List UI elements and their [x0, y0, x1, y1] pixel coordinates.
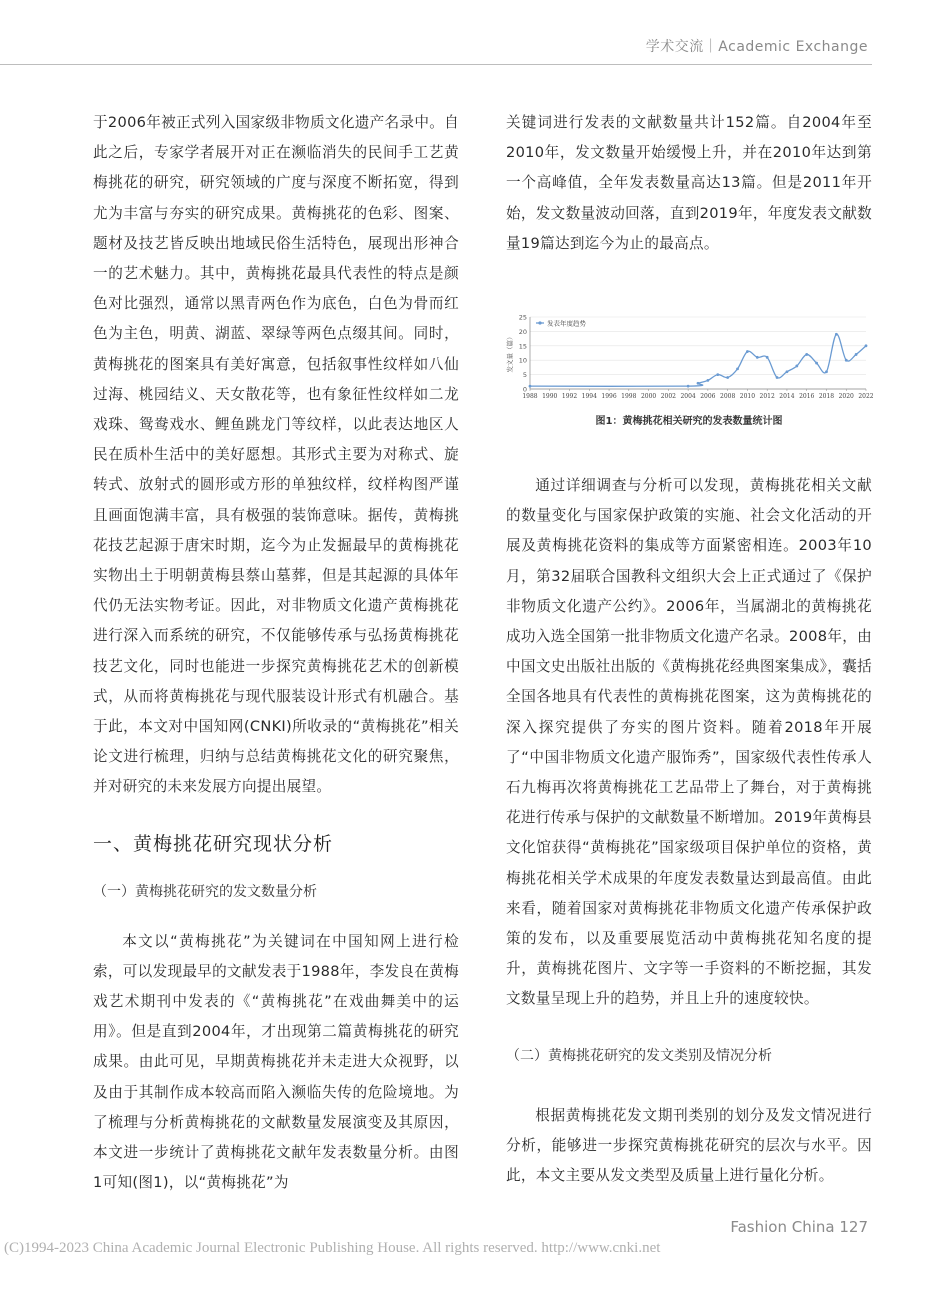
x-tick-label: 2010: [739, 393, 756, 401]
paragraph: 关键词进行发表的文献数量共计152篇。自2004年至2010年，发文数量开始缓慢上升，并在2010年达到第一个高峰值，全年发表数量高达13篇。但是2011年开始，发文数量波动回落，直到2019年，年度发表文献数量19篇达到迄今为止的最高点。: [506, 114, 873, 252]
x-tick-label: 2008: [720, 393, 736, 401]
data-point: [716, 373, 719, 376]
x-tick-label: 1992: [561, 393, 578, 401]
y-tick-label: 10: [518, 356, 527, 365]
line-chart: [506, 311, 872, 406]
data-point: [865, 344, 868, 347]
figure-1: [506, 311, 872, 427]
x-tick-label: 2020: [838, 393, 854, 401]
paragraph: 根据黄梅挑花发文期刊类别的划分及发文情况进行分析，能够进一步探究黄梅挑花研究的层次与水平。因此，本文主要从发文类型及质量上进行量化分析。: [506, 1106, 872, 1185]
x-tick-label: 1994: [581, 393, 597, 401]
legend-label: 发表年度趋势: [547, 319, 586, 328]
section-heading: 一、黄梅挑花研究现状分析: [93, 832, 334, 855]
page-number: Fashion China 127: [730, 1218, 868, 1236]
y-tick-label: 20: [518, 327, 527, 336]
figure-caption: 图1：黄梅挑花相关研究的发表数量统计图: [595, 416, 783, 428]
data-point: [697, 382, 700, 385]
page-header: [0, 0, 950, 66]
header-divider: [0, 64, 872, 65]
x-tick-label: 2012: [759, 393, 775, 401]
x-tick-label: 1988: [522, 393, 538, 401]
y-axis-label: 发文量（篇）: [506, 333, 514, 373]
data-point: [726, 376, 729, 379]
data-point: [687, 385, 690, 388]
legend-marker: [538, 321, 541, 324]
x-tick-label: 2016: [799, 393, 815, 401]
data-point: [835, 333, 838, 336]
paragraph: 本文以“黄梅挑花”为关键词在中国知网上进行检索，可以发现最早的文献发表于1988年，李发良在黄梅戏艺术期刊中发表的《“黄梅挑花”在戏曲舞美中的运用》。但是直到2004年，才出现第二篇黄梅挑花的研究成果。由此可见，早期黄梅挑花并未走进大众视野，以及由于其制作成本较高而陷入濒临失传的危险境地。为了梳理与分析黄梅挑花的文献数量发展演变及其原因，本文进一步统计了黄梅挑花文献年发表数量分析。由图1可知(图1)，以“黄梅挑花”为: [93, 932, 460, 1192]
x-tick-label: 1998: [621, 393, 637, 401]
x-tick-label: 2018: [818, 393, 835, 401]
data-point: [845, 359, 848, 362]
x-tick-label: 2002: [660, 393, 676, 401]
subsection-heading: （一）黄梅挑花研究的发文数量分析: [93, 883, 317, 900]
x-tick-label: 1990: [542, 393, 558, 401]
data-point: [825, 370, 828, 373]
y-tick-label: 0: [522, 385, 527, 394]
x-tick-label: 2006: [700, 393, 716, 401]
data-point: [776, 376, 779, 379]
subsection-heading: （二）黄梅挑花研究的发文类别及情况分析: [506, 1047, 772, 1064]
data-point: [736, 367, 739, 370]
data-point: [746, 350, 749, 353]
data-point: [855, 353, 858, 356]
paragraph: 于2006年被正式列入国家级非物质文化遗产名录中。自此之后，专家学者展开对正在濒临消失的民间手工艺黄梅挑花的研究，研究领域的广度与深度不断拓宽，得到尤为丰富与夯实的研究成果。黄梅挑花的色彩、图案、题材及技艺皆反映出地域民俗生活特色，展现出形神合一的艺术魅力。其中，黄梅挑花最具代表性的特点是颜色对比强烈，通常以黑青两色作为底色，白色为骨而红色为主色，明黄、湖蓝、翠绿等两色点缀其间。同时，黄梅挑花的图案具有美好寓意，包括叙事性纹样如八仙过海、桃园结义、天女散花等，也有象征性纹样如二龙戏珠、鸳鸯戏水、鲤鱼跳龙门等纹样，以此表达地区人民在质朴生活中的美好愿想。其形式主要为对称式、旋转式、放射式的圆形或方形的单独纹样，纹样构图严谨且画面饱满丰富，具有极强的装饰意味。据传，黄梅挑花技艺起源于唐宋时期，迄今为止发掘最早的黄梅挑花实物出土于明朝黄梅县蔡山墓葬，但是其起源的具体年代仍无法实物考证。因此，对非物质文化遗产黄梅挑花进行深入而系统的研究，不仅能够传承与弘扬黄梅挑花技艺文化，同时也能进一步探究黄梅挑花艺术的创新模式，从而将黄梅挑花与现代服装设计形式有机融合。基于此，本文对中国知网(CNKI)所收录的“黄梅挑花”相关论文进行梳理，归纳与总结黄梅挑花文化的研究聚焦，并对研究的未来发展方向提出展望。: [93, 114, 460, 796]
x-tick-label: 2004: [680, 393, 696, 401]
x-tick-label: 2000: [640, 393, 657, 401]
data-point: [815, 362, 818, 365]
data-point: [805, 353, 808, 356]
right-column: [506, 108, 872, 1191]
x-tick-label: 2022: [858, 393, 874, 401]
data-point: [706, 379, 709, 382]
data-point: [766, 356, 769, 359]
data-point: [795, 365, 798, 368]
x-tick-label: 1996: [601, 393, 617, 401]
paragraph: 通过详细调查与分析可以发现，黄梅挑花相关文献的数量变化与国家保护政策的实施、社会文化活动的开展及黄梅挑花资料的集成等方面紧密相连。2003年10月，第32届联合国教科文组织大会上正式通过了《保护非物质文化遗产公约》。2006年，当属湖北的黄梅挑花成功入选全国第一批非物质文化遗产名录。2008年，由中国文史出版社出版的《黄梅挑花经典图案集成》，囊括全国各地具有代表性的黄梅挑花图案，这为黄梅挑花的深入探究提供了夯实的图片资料。随着2018年开展了“中国非物质文化遗产服饰秀”，国家级代表性传承人石九梅再次将黄梅挑花工艺品带上了舞台，对于黄梅挑花进行传承与保护的文献数量不断增加。2019年黄梅县文化馆获得“黄梅挑花”国家级项目保护单位的资格，黄梅挑花相关学术成果的年度发表数量达到最高值。由此来看，随着国家对黄梅挑花非物质文化遗产传承保护政策的发布，以及重要展览活动中黄梅挑花知名度的提升，黄梅挑花图片、文字等一手资料的不断挖掘，其发文数量呈现上升的趋势，并且上升的速度较快。: [506, 477, 873, 1008]
section-title: 学术交流｜Academic Exchange: [645, 39, 868, 55]
x-tick-label: 2014: [779, 393, 795, 401]
y-tick-label: 15: [518, 342, 527, 351]
copyright-notice: (C)1994-2023 China Academic Journal Electronic Publishing House. All rights reserved. http://www.cnki.net: [4, 1240, 661, 1256]
data-point: [786, 370, 789, 373]
y-tick-label: 5: [522, 371, 527, 380]
data-point: [756, 356, 759, 359]
left-column: [93, 108, 459, 1199]
data-point: [529, 385, 532, 388]
y-tick-label: 25: [518, 313, 527, 322]
